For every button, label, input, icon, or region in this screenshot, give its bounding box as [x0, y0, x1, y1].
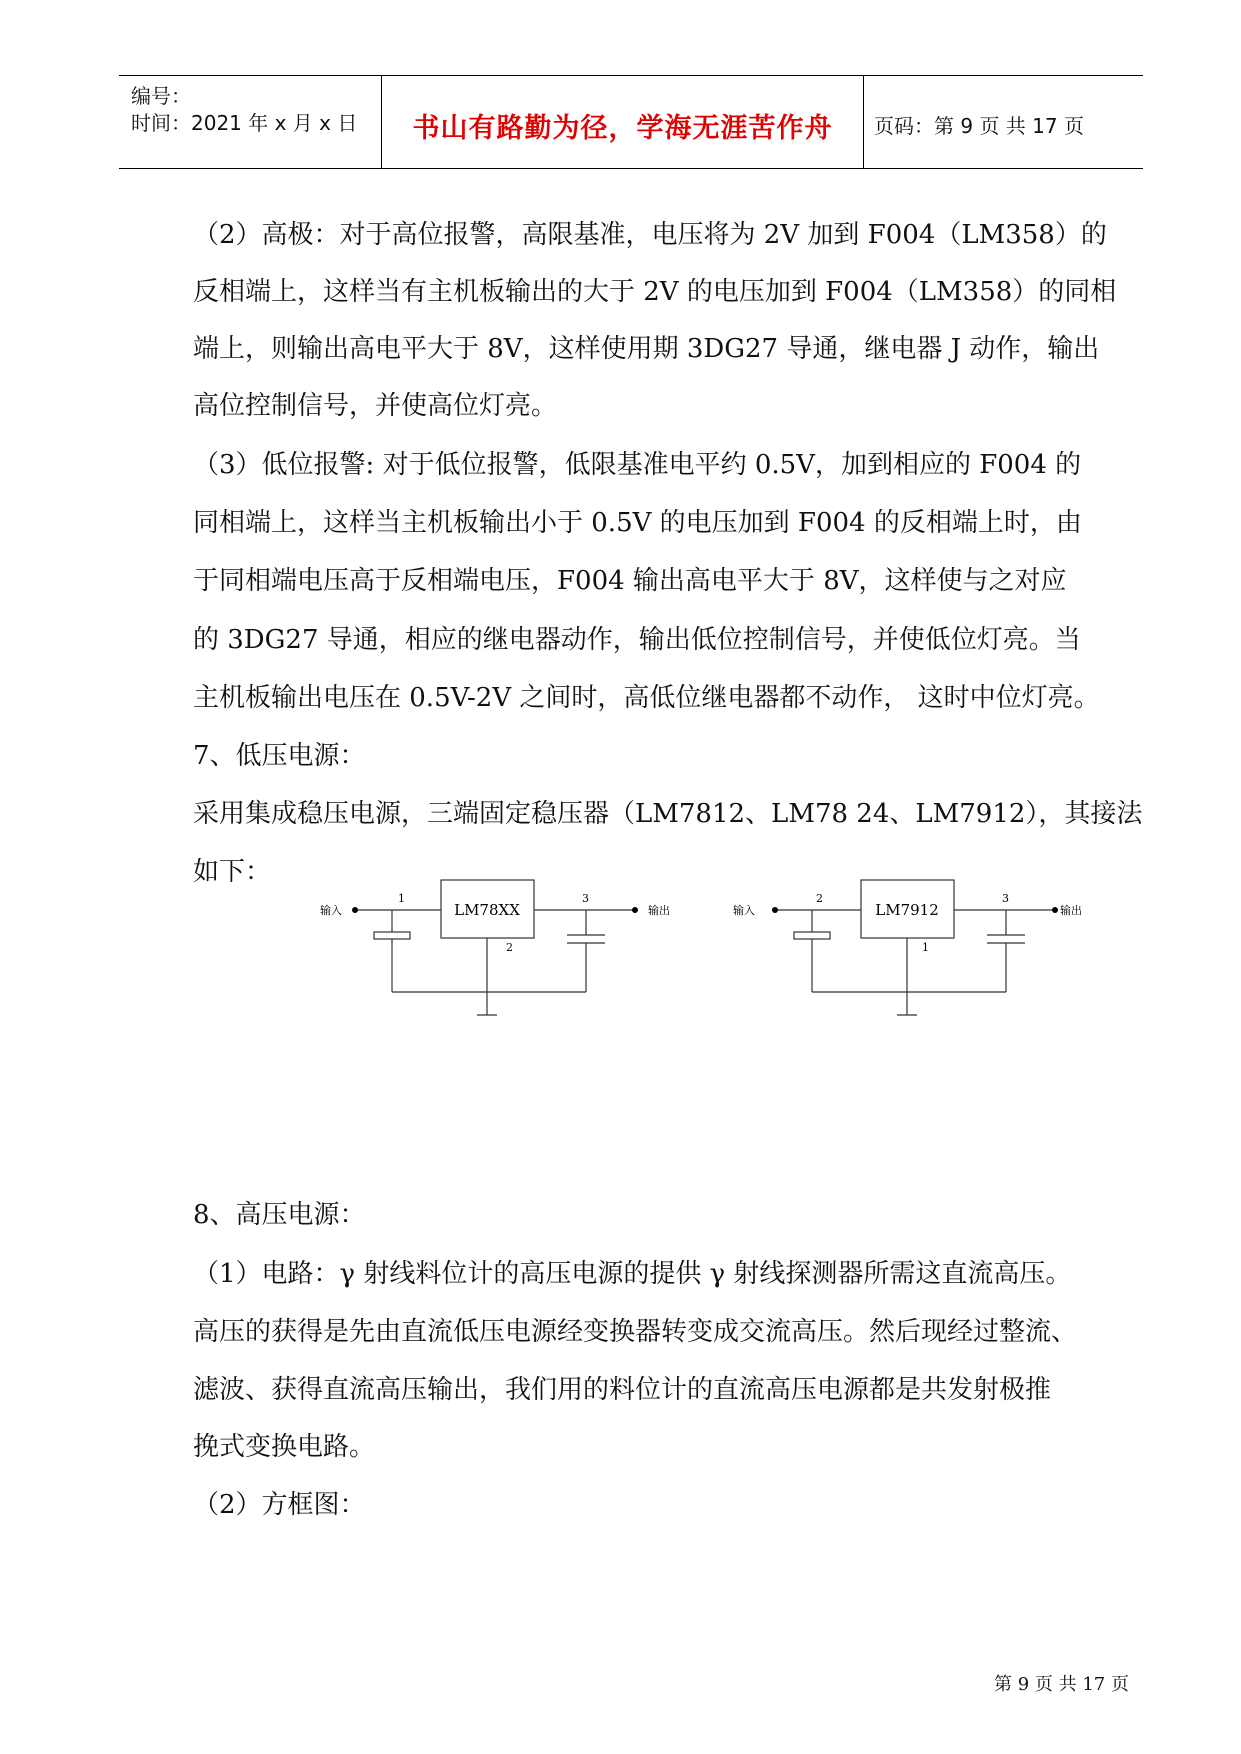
text-line: （3）低位报警: 对于低位报警，低限基准电平约 0.5V，加到相应的 F004 的 — [193, 450, 1082, 480]
text-line: 如下： — [193, 857, 272, 887]
pin-in-number: 1 — [398, 892, 405, 905]
pin-in-number: 2 — [816, 892, 823, 905]
input-label: 输入 — [320, 904, 342, 917]
regulator-circuit-right — [730, 875, 1110, 1025]
text-line: 的 3DG27 导通，相应的继电器动作，输出低位控制信号，并使低位灯亮。当 — [193, 625, 1081, 655]
section-heading: 7、低压电源： — [193, 741, 366, 771]
input-terminal — [772, 907, 778, 913]
page-footer: 第 9 页 共 17 页 — [994, 1674, 1129, 1695]
pin-gnd-number: 2 — [506, 941, 513, 954]
text-line: （2）方框图： — [193, 1490, 366, 1520]
text-line: 高压的获得是先由直流低压电源经变换器转变成交流高压。然后现经过整流、 — [193, 1317, 1078, 1347]
text-line: 同相端上，这样当主机板输出小于 0.5V 的电压加到 F004 的反相端上时，由 — [193, 508, 1082, 538]
text-line: 于同相端电压高于反相端电压，F004 输出高电平大于 8V，这样使与之对应 — [193, 566, 1067, 596]
output-label: 输出 — [648, 904, 670, 917]
chip-label: LM7912 — [875, 901, 939, 919]
header-page-cell — [864, 76, 1143, 168]
text-line: 反相端上，这样当有主机板输出的大于 2V 的电压加到 F004（LM358）的同相 — [193, 277, 1117, 307]
output-terminal — [1052, 907, 1058, 913]
motto-text: 书山有路勤为径，学海无涯苦作舟 — [412, 113, 833, 144]
input-label: 输入 — [733, 904, 755, 917]
header-motto-cell — [382, 76, 864, 168]
header-meta-cell — [119, 76, 382, 168]
pin-gnd-number: 1 — [922, 941, 929, 954]
output-label: 输出 — [1060, 904, 1082, 917]
serial-label: 编号： — [131, 84, 191, 108]
section-heading: 8、高压电源： — [193, 1200, 366, 1230]
input-terminal — [352, 907, 358, 913]
text-line: 采用集成稳压电源，三端固定稳压器（LM7812、LM78 24、LM7912），其接法 — [193, 799, 1143, 829]
text-line: 端上，则输出高电平大于 8V，这样使用期 3DG27 导通，继电器 J 动作，输出 — [193, 334, 1100, 364]
text-line: （1）电路：γ 射线料位计的高压电源的提供 γ 射线探测器所需这直流高压。 — [193, 1259, 1072, 1289]
date-line: 时间：2021 年 x 月 x 日 — [131, 111, 358, 135]
page-info: 页码：第 9 页 共 17 页 — [874, 114, 1084, 138]
pin-out-number: 3 — [582, 892, 589, 905]
text-line: 主机板输出电压在 0.5V-2V 之间时，高低位继电器都不动作， 这时中位灯亮。 — [193, 683, 1100, 713]
text-line: （2）高极：对于高位报警，高限基准，电压将为 2V 加到 F004（LM358）的 — [193, 220, 1107, 250]
text-line: 滤波、获得直流高压输出，我们用的料位计的直流高压电源都是共发射极推 — [193, 1375, 1052, 1405]
pin-out-number: 3 — [1002, 892, 1009, 905]
output-terminal — [632, 907, 638, 913]
regulator-circuit-left — [310, 875, 690, 1025]
chip-label: LM78XX — [454, 901, 520, 919]
page-header — [119, 75, 1143, 169]
text-line: 高位控制信号，并使高位灯亮。 — [193, 391, 558, 421]
text-line: 挽式变换电路。 — [193, 1432, 376, 1462]
